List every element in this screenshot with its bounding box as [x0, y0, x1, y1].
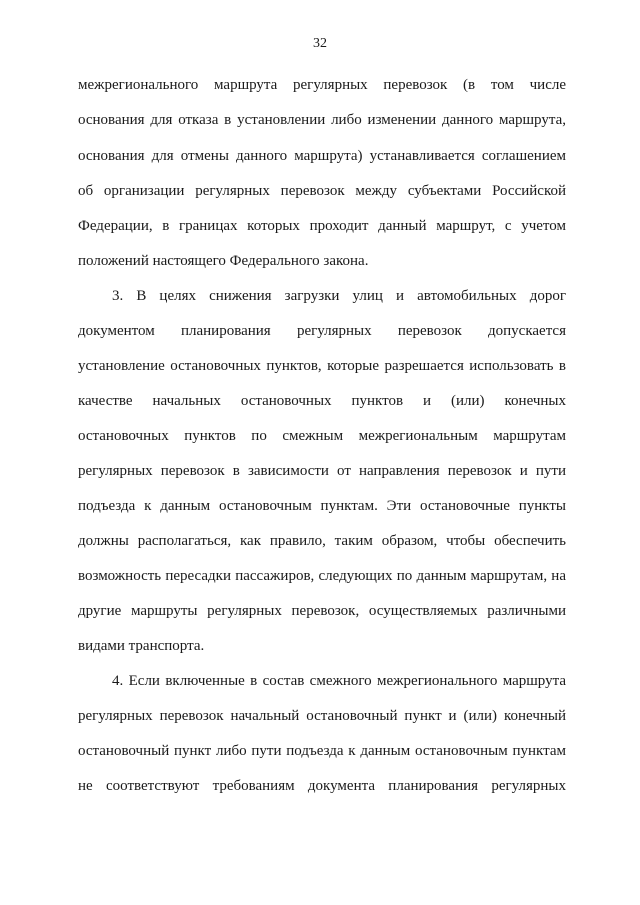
text-line: положений настоящего Федерального закона. — [78, 253, 369, 269]
text-line: основания для отмены данного маршрута) устанавливается соглашением — [78, 148, 566, 164]
text-line: другие маршруты регулярных перевозок, осуществляемых различными — [78, 603, 566, 619]
text-line: остановочный пункт либо пути подъезда к данным остановочным пунктам — [78, 743, 566, 759]
text-line: видами транспорта. — [78, 638, 205, 654]
text-line: возможность пересадки пассажиров, следующих по данным маршрутам, на — [78, 568, 566, 584]
page-number: 32 — [313, 36, 327, 51]
text-line: межрегионального маршрута регулярных перевозок (в том числе — [78, 77, 566, 93]
text-line: 3. В целях снижения загрузки улиц и автомобильных дорог — [112, 288, 566, 304]
text-line: Федерации, в границах которых проходит данный маршрут, с учетом — [78, 218, 566, 234]
text-line: установление остановочных пунктов, которые разрешается использовать в — [78, 358, 566, 374]
text-line: документом планирования регулярных перевозок допускается — [78, 323, 566, 339]
text-line: должны располагаться, как правило, таким образом, чтобы обеспечить — [78, 533, 566, 549]
text-line: об организации регулярных перевозок между субъектами Российской — [78, 183, 566, 199]
text-line: регулярных перевозок в зависимости от направления перевозок и пути — [78, 463, 566, 479]
text-line: качестве начальных остановочных пунктов и (или) конечных — [78, 393, 566, 409]
text-line: остановочных пунктов по смежным межрегиональным маршрутам — [78, 428, 566, 444]
text-line: подъезда к данным остановочным пунктам. Эти остановочные пункты — [78, 498, 566, 514]
text-line: регулярных перевозок начальный остановочный пункт и (или) конечный — [78, 708, 566, 724]
text-line: не соответствуют требованиям документа планирования регулярных — [78, 778, 566, 794]
text-line: основания для отказа в установлении либо изменении данного маршрута, — [78, 112, 566, 128]
text-line: 4. Если включенные в состав смежного межрегионального маршрута — [112, 673, 566, 689]
